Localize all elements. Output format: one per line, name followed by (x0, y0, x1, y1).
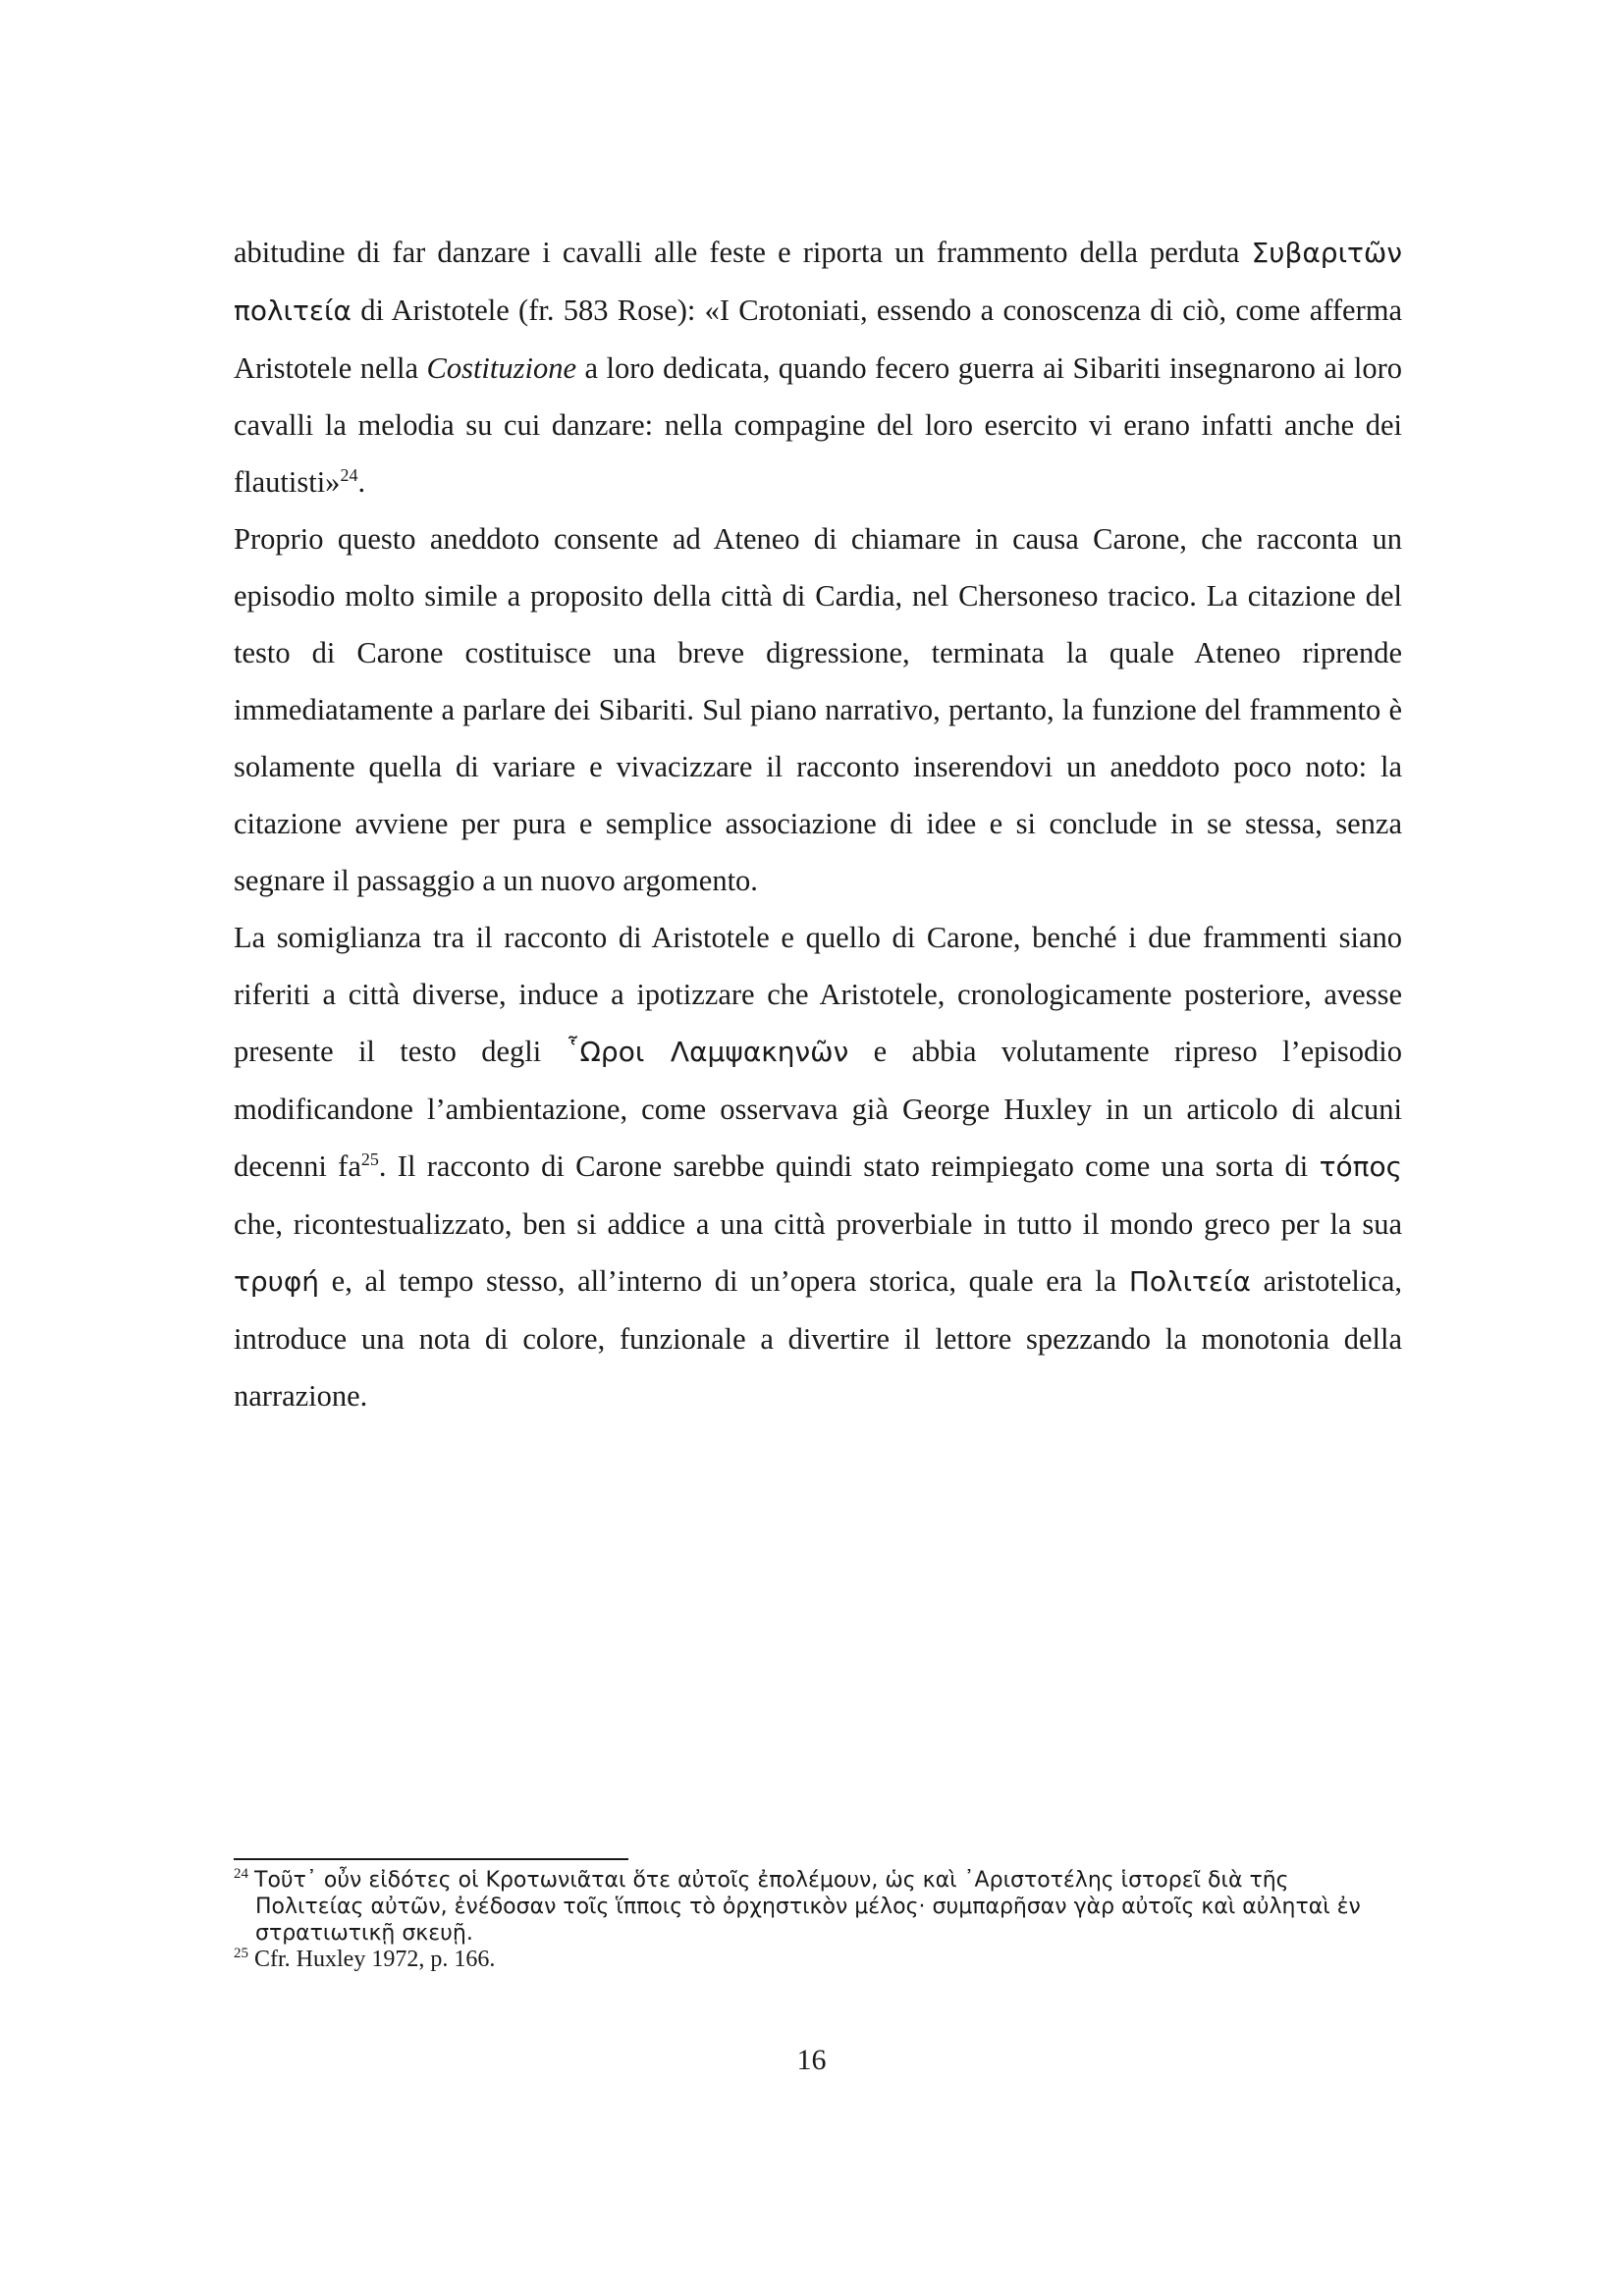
greek-term: τρυφή (234, 1265, 320, 1298)
text-run: a loro dedicata, quando fecero guerra ai Sibariti insegnarono ai loro cavalli la melodia su cui danzare: nella compagine del loro esercito vi erano infatti anche dei flautisti» (234, 351, 1402, 499)
text-run: e, al tempo stesso, all’interno di un’opera storica, quale era la (319, 1264, 1129, 1298)
greek-term: ῟Ωροι Λαμψακηνῶν (566, 1036, 849, 1068)
text-run: La somiglianza tra il racconto di Aristotele e quello di Carone, benché i due frammenti siano riferiti a città diverse, induce a ipotizzare che Aristotele, cronologicamente posteriore, avesse presente il testo degli (234, 921, 1402, 1068)
paragraph (234, 224, 1402, 510)
text-run: che, ricontestualizzato, ben si addice a una città proverbiale in tutto il mondo greco per la sua (234, 1207, 1402, 1241)
paragraph (234, 510, 1402, 909)
greek-term: Πολιτεία (1128, 1265, 1251, 1298)
greek-term: τόπος (1319, 1150, 1403, 1183)
italic-title: Costituzione (426, 351, 577, 385)
page-number: 16 (796, 2044, 827, 2076)
text-run: Proprio questo aneddoto consente ad Ateneo di chiamare in causa Carone, che racconta un episodio molto simile a proposito della città di Cardia, nel Chersoneso tracico. La citazione del testo di Carone costituisce una breve digressione, terminata la quale Ateneo riprende immediatamente a parlare dei Sibariti. Sul piano narrativo, pertanto, la funzione del frammento è solamente quella di variare e vivacizzare il racconto inserendovi un aneddoto poco noto: la citazione avviene per pura e semplice associazione di idee e si conclude in se stessa, senza segnare il passaggio a un nuovo argomento. (234, 522, 1402, 897)
footnotes (234, 1867, 1402, 1973)
text-run: . (357, 465, 366, 499)
text-run: . Il racconto di Carone sarebbe quindi stato reimpiegato come una sorta di (378, 1149, 1320, 1183)
text-run: di Aristotele (fr. 583 Rose): «I Crotoniati, essendo a conoscenza di ciò, come afferma Aristotele nella (234, 294, 1402, 385)
footnote-reference: 25 (360, 1148, 379, 1169)
paragraph (234, 909, 1402, 1424)
footnote-separator (234, 1858, 628, 1860)
footnote-number: 25 (234, 1946, 248, 1961)
text-run: abitudine di far danzare i cavalli alle feste e riporta un frammento della perduta (234, 236, 1252, 269)
footnote-text: Cfr. Huxley 1972, p. 166. (254, 1947, 496, 1972)
body-text (234, 224, 1402, 1424)
footnote-24 (234, 1867, 1402, 1947)
text-run: e abbia volutamente ripreso l’episodio modificandone l’ambientazione, come osservava già George Huxley in un articolo di alcuni decenni fa (234, 1035, 1402, 1183)
footnote-text: Τοῦτ᾽ οὖν εἰδότες οἱ Κροτωνιᾶται ὅτε αὐτοῖς ἐπολέμουν, ὡς καὶ ᾿Αριστοτέλης ἱστορεῖ διὰ τῆς Πολιτείας αὐτῶν, ἐνέδοσαν τοῖς ἵπποις τὸ ὀρχηστικὸν μέλος· συμπαρῆσαν γὰρ αὐτοῖς καὶ αὐληταὶ ἐν στρατιωτικῇ σκευῇ. (254, 1868, 1361, 1946)
greek-term: Συβαριτῶν πολιτεία (234, 237, 1402, 327)
footnote-25 (234, 1947, 1402, 1973)
footnote-number: 24 (234, 1866, 248, 1882)
text-run: aristotelica, introduce una nota di colore, funzionale a divertire il lettore spezzando la monotonia della narrazione. (234, 1264, 1403, 1413)
footnote-reference: 24 (340, 464, 358, 485)
